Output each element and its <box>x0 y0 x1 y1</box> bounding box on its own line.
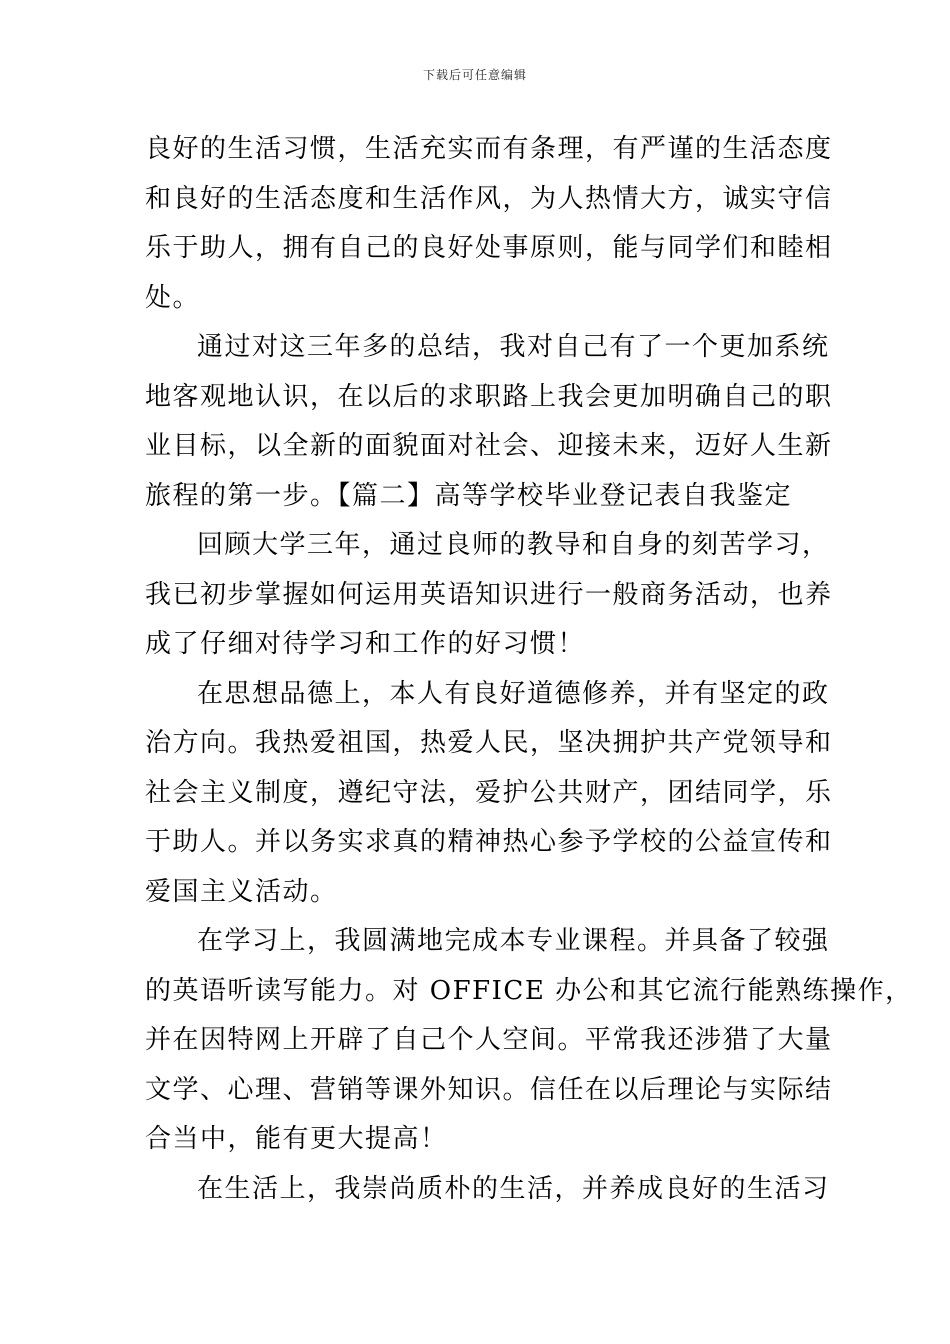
text-line: 并在因特网上开辟了自己个人空间。平常我还涉猎了大量 <box>145 1025 833 1055</box>
text-line: 在生活上，我崇尚质朴的生活，并养成良好的生活习 <box>197 1173 830 1204</box>
text-line: 旅程的第一步。【篇二】高等学校毕业登记表自我鉴定 <box>145 480 793 511</box>
text-line: 和良好的生活态度和生活作风，为人热情大方，诚实守信 <box>145 183 833 214</box>
text-line: 文学、心理、营销等课外知识。信任在以后理论与实际结 <box>145 1074 833 1105</box>
text-line: 的英语听读写能力。对 OFFICE 办公和其它流行能熟练操作， <box>145 975 913 1006</box>
text-line: 在学习上，我圆满地完成本专业课程。并具备了较强 <box>197 926 830 956</box>
text-line: 乐于助人，拥有自己的良好处事原则，能与同学们和睦相 <box>145 233 833 263</box>
text-line: 合当中，能有更大提高！ <box>145 1124 448 1154</box>
text-line: 我已初步掌握如何运用英语知识进行一般商务活动，也养 <box>145 579 833 610</box>
text-line: 业目标，以全新的面貌面对社会、迎接未来，迈好人生新 <box>145 431 833 461</box>
text-line: 回顾大学三年，通过良师的教导和自身的刻苦学习， <box>197 530 830 560</box>
text-line: 地客观地认识，在以后的求职路上我会更加明确自己的职 <box>145 381 833 412</box>
text-line: 社会主义制度，遵纪守法，爱护公共财产，团结同学，乐 <box>145 777 833 808</box>
text-line: 治方向。我热爱祖国，热爱人民，坚决拥护共产党领导和 <box>145 728 833 758</box>
text-line: 爱国主义活动。 <box>145 876 338 907</box>
document-body <box>145 125 913 1214</box>
text-line: 良好的生活习惯，生活充实而有条理，有严谨的生活态度 <box>145 134 833 164</box>
page-header-note: 下载后可任意编辑 <box>422 68 527 82</box>
text-line: 通过对这三年多的总结，我对自己有了一个更加系统 <box>197 332 830 362</box>
text-line: 在思想品德上，本人有良好道德修养，并有坚定的政 <box>197 678 830 709</box>
text-line: 成了仔细对待学习和工作的好习惯！ <box>145 629 586 659</box>
text-line: 于助人。并以务实求真的精神热心参予学校的公益宣传和 <box>145 827 833 857</box>
text-line: 处。 <box>145 282 201 313</box>
